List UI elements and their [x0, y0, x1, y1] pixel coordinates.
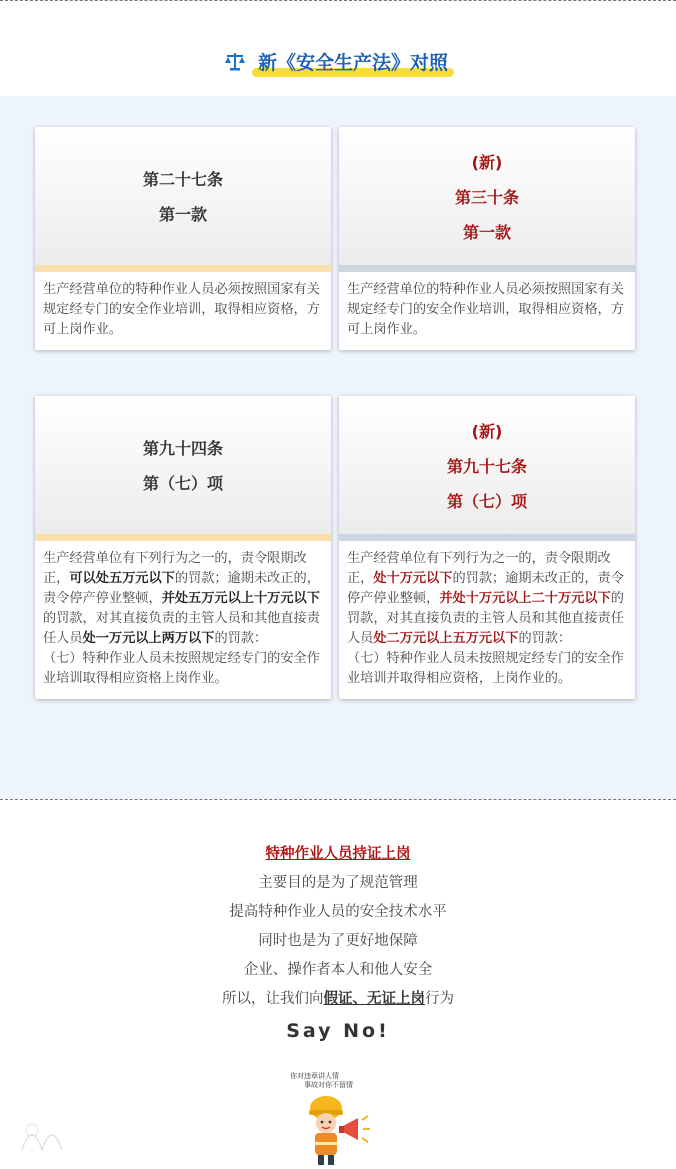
- watermark-logo-icon: [12, 1110, 82, 1160]
- page-title: 新《安全生产法》对照: [254, 48, 452, 75]
- card-body: 生产经营单位有下列行为之一的，责令限期改正，处十万元以下的罚款；逾期未改正的，责令停产停业整顿，并处十万元以上二十万元以下的罚款，对其直接负责的主管人员和其他直接责任人员处二万元以上五万元以下的罚款： （七）特种作业人员未按照规定经专门的安全作业培训并取得相应资格，上岗作业的。: [347, 551, 624, 686]
- card-stripe: [35, 265, 331, 272]
- card-subtitle: 第一款: [158, 205, 207, 224]
- footer-last-line: [0, 989, 676, 1018]
- old-article-27-card: [35, 127, 331, 350]
- comparison-panel: [0, 96, 676, 799]
- footer-line: 企业、操作者本人和他人安全: [243, 962, 433, 978]
- new-article-97-card: [339, 396, 635, 699]
- svg-text:你对违章讲人情: 你对违章讲人情: [290, 1072, 339, 1080]
- card-subtitle: 第（七）项: [446, 491, 527, 511]
- svg-text:事故对你不留情: 事故对你不留情: [304, 1081, 353, 1089]
- middle-divider: [0, 799, 676, 800]
- card-title: 第九十七条: [446, 456, 527, 476]
- card-subtitle: 第一款: [462, 222, 511, 242]
- card-heading: [339, 396, 635, 534]
- new-badge: (新): [471, 421, 503, 441]
- footer-message: [0, 844, 676, 1042]
- footer-line: 同时也是为了更好地保障: [258, 933, 418, 949]
- card-heading: [35, 396, 331, 534]
- new-badge: (新): [471, 152, 503, 172]
- footer-line: 提高特种作业人员的安全技术水平: [229, 904, 447, 920]
- card-title: 第二十七条: [142, 170, 223, 189]
- card-body: 生产经营单位的特种作业人员必须按照国家有关规定经专门的安全作业培训，取得相应资格，方可上岗作业。: [43, 282, 320, 337]
- card-heading: [339, 127, 635, 265]
- card-stripe: [339, 265, 635, 272]
- last-line-suffix: 行为: [425, 991, 454, 1007]
- say-no-text: Say No!: [286, 1020, 390, 1042]
- footer-line: 主要目的是为了规范管理: [258, 875, 418, 891]
- card-stripe: [35, 534, 331, 541]
- worker-mascot-icon: [288, 1068, 388, 1168]
- scale-icon: [224, 52, 246, 72]
- card-body: 生产经营单位有下列行为之一的，责令限期改正，可以处五万元以下的罚款；逾期未改正的，责令停产停业整顿，并处五万元以上十万元以下的罚款，对其直接负责的主管人员和其他直接责任人员处一万元以上两万以下的罚款： （七）特种作业人员未按照规定经专门的安全作业培训取得相应资格上岗作业。: [43, 551, 320, 686]
- card-title: 第九十四条: [142, 439, 223, 458]
- last-line-prefix: 所以，让我们向: [222, 991, 324, 1007]
- card-title: 第三十条: [454, 187, 519, 207]
- card-heading: [35, 127, 331, 265]
- highlight-heading: 特种作业人员持证上岗: [265, 846, 411, 862]
- card-stripe: [339, 534, 635, 541]
- section-header: [0, 48, 676, 76]
- card-body: 生产经营单位的特种作业人员必须按照国家有关规定经专门的安全作业培训，取得相应资格，方可上岗作业。: [347, 282, 624, 337]
- new-article-30-card: [339, 127, 635, 350]
- underlined-phrase: 假证、无证上岗: [323, 991, 425, 1007]
- top-divider: [0, 0, 676, 1]
- card-subtitle: 第（七）项: [142, 474, 223, 493]
- old-article-94-card: [35, 396, 331, 699]
